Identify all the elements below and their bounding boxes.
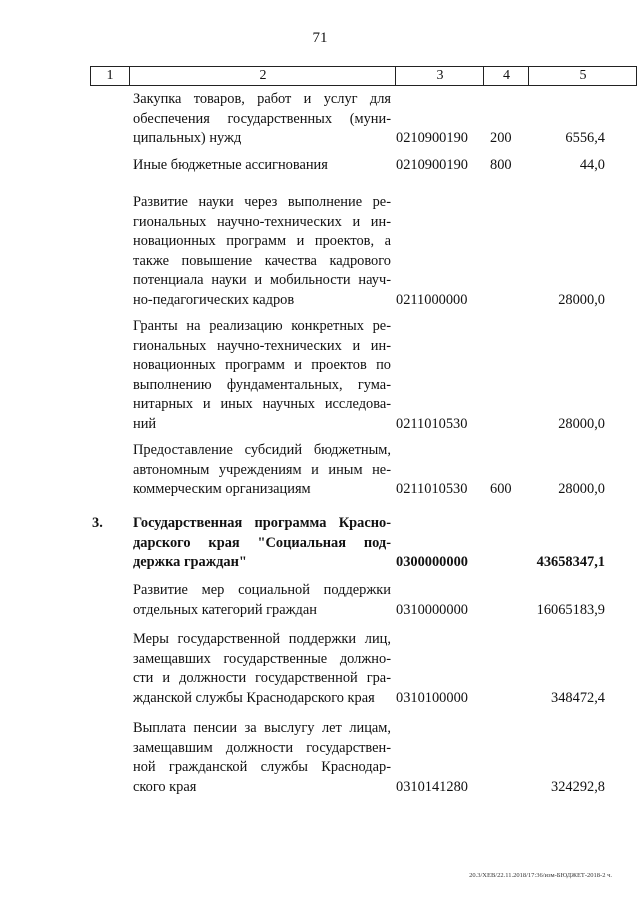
row-code: 0210900190 <box>396 130 468 147</box>
row-name <box>133 90 391 149</box>
row-name-line: Государственная программа Красно- <box>133 515 391 531</box>
row-name-line: замещавших государственные должно- <box>133 650 391 667</box>
row-name-line: Развитие мер социальной поддержки <box>133 582 391 598</box>
row-name <box>133 514 391 573</box>
row-amount: 28000,0 <box>558 292 605 308</box>
row-amount: 6556,4 <box>565 130 605 147</box>
row-amount: 28000,0 <box>558 416 605 432</box>
header-col-4: 4 <box>483 67 529 85</box>
row-name-line: автономным учреждениям и иным не- <box>133 461 391 478</box>
row-name <box>133 581 391 620</box>
row-name <box>133 193 391 311</box>
row-name-line: Меры государственной поддержки лиц, <box>133 631 391 647</box>
row-expense-type: 600 <box>490 481 512 498</box>
row-name-line: Развитие науки через выполнение ре- <box>133 194 391 210</box>
table-header-row <box>90 66 637 86</box>
row-name-line: гиональных научно-технических и ин- <box>133 337 391 354</box>
row-name-line: держка граждан" <box>133 554 247 571</box>
row-amount: 44,0 <box>579 157 605 173</box>
table-row <box>0 317 640 435</box>
header-col-5: 5 <box>528 67 637 85</box>
row-name-line: новационных программ и проектов, а <box>133 233 391 250</box>
row-name-line: Гранты на реализацию конкретных ре- <box>133 318 391 334</box>
table-row <box>0 514 640 573</box>
row-name-line: Выплата пенсии за выслугу лет лицам, <box>133 720 391 736</box>
table-row <box>0 581 640 620</box>
row-name-line: новационных программ и проектов по <box>133 357 391 374</box>
row-amount: 348472,4 <box>551 689 605 706</box>
row-name-line: отдельных категорий граждан <box>133 601 317 618</box>
row-name <box>133 441 391 500</box>
row-code: 0211010530 <box>396 416 468 432</box>
row-name-line: Предоставление субсидий бюджетным, <box>133 442 391 458</box>
row-code: 0300000000 <box>396 554 468 571</box>
row-name-line: коммерческим организациям <box>133 481 311 498</box>
row-code: 0310141280 <box>396 778 468 795</box>
footer-stamp: 20.3/ХЕВ/22.11.2018/17:36/изм-БЮДЖЕТ-2018-2 ч. <box>469 872 612 879</box>
row-number: 3. <box>92 515 103 531</box>
row-name-line: ского края <box>133 778 197 795</box>
row-name <box>133 156 391 176</box>
row-name-line: выполнению фундаментальных, гума- <box>133 376 391 393</box>
row-code: 0211010530 <box>396 481 468 498</box>
header-col-1: 1 <box>106 68 114 83</box>
row-name-line: нитарных и иных научных исследова- <box>133 396 391 413</box>
row-expense-type: 200 <box>490 130 512 147</box>
table-row <box>0 90 640 149</box>
row-name-line: обеспечения государственных (муни- <box>133 110 391 127</box>
header-col-3: 3 <box>395 67 484 85</box>
row-name-line: дарского края "Социальная под- <box>133 534 391 551</box>
row-name-line: гиональных научно-технических и ин- <box>133 213 391 230</box>
row-name-line: потенциала науки и мобильности науч- <box>133 272 391 289</box>
table-row <box>0 630 640 708</box>
row-amount: 16065183,9 <box>536 601 605 618</box>
page-number: 71 <box>312 30 328 46</box>
row-name-line: также повышение качества кадрового <box>133 252 391 269</box>
table-row <box>0 156 640 176</box>
row-code: 0310000000 <box>396 601 468 618</box>
row-amount: 324292,8 <box>551 778 605 795</box>
table-row <box>0 719 640 797</box>
table-row <box>0 441 640 500</box>
row-code: 0310100000 <box>396 689 468 706</box>
row-name-line: сти и должности государственной гра- <box>133 670 391 687</box>
row-name <box>133 719 391 797</box>
row-amount: 28000,0 <box>558 481 605 498</box>
row-code: 0211000000 <box>396 292 468 308</box>
row-code: 0210900190 <box>396 157 468 173</box>
row-amount: 43658347,1 <box>536 554 605 571</box>
row-name <box>133 317 391 435</box>
row-name-line: ципальных) нужд <box>133 130 242 147</box>
row-name-line: замещавшим должности государствен- <box>133 739 391 756</box>
row-name-line: ной гражданской службы Краснодар- <box>133 759 391 776</box>
row-name-line: Иные бюджетные ассигнования <box>133 157 328 173</box>
table-row <box>0 193 640 311</box>
row-name-line: ний <box>133 415 157 432</box>
row-name-line: но-педагогических кадров <box>133 291 295 308</box>
row-expense-type: 800 <box>490 157 512 173</box>
row-name-line: Закупка товаров, работ и услуг для <box>133 91 391 107</box>
row-name-line: жданской службы Краснодарского края <box>133 689 375 706</box>
header-col-2: 2 <box>129 67 396 85</box>
row-name <box>133 630 391 708</box>
